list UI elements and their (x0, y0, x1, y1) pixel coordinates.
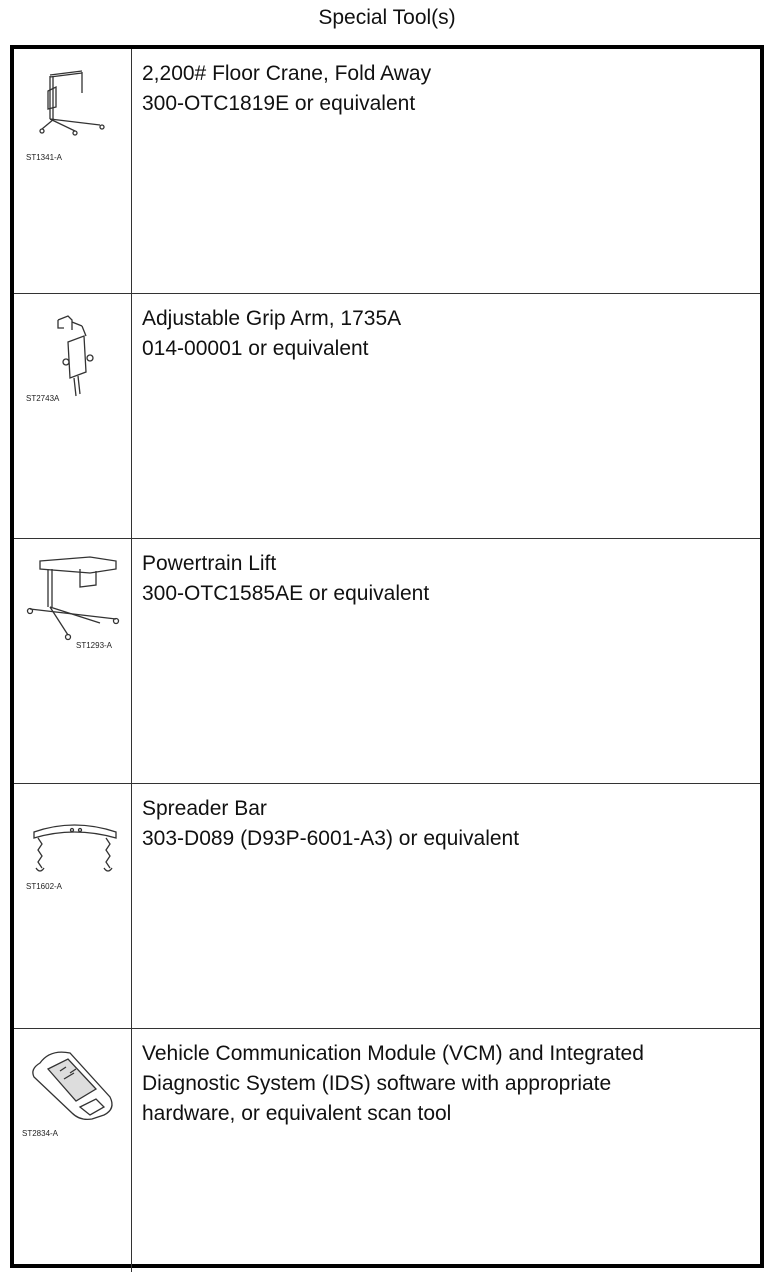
tool-row-powertrain-lift (14, 539, 760, 784)
special-tools-table (10, 45, 764, 1268)
page-title: Special Tool(s) (318, 6, 456, 29)
tool-part-number: 303-D089 (D93P-6001-A3) or equivalent (142, 827, 520, 850)
grip-arm-icon (20, 302, 126, 402)
tool-part-number: 300-OTC1585AE or equivalent (142, 582, 430, 605)
tool-description (133, 539, 760, 783)
vcm-module-icon (20, 1037, 126, 1137)
tool-row-spreader-bar (14, 784, 760, 1029)
tool-name-line-1: Vehicle Communication Module (VCM) and Integrated (142, 1042, 644, 1065)
powertrain-lift-icon (20, 547, 126, 647)
floor-crane-icon (20, 57, 126, 157)
tool-name: Spreader Bar (142, 797, 267, 820)
tool-image-cell (14, 784, 132, 1028)
tool-name: 2,200# Floor Crane, Fold Away (142, 62, 432, 85)
tool-name-line-2: Diagnostic System (IDS) software with appropriate (142, 1072, 612, 1095)
tool-description (133, 1029, 760, 1272)
tool-image-code: ST2743A (26, 394, 60, 403)
tool-image-cell (14, 539, 132, 783)
tool-part-number: 300-OTC1819E or equivalent (142, 92, 416, 115)
tool-description (133, 294, 760, 538)
spreader-bar-icon (20, 792, 126, 892)
tool-image-code: ST1341-A (26, 153, 63, 162)
tool-row-grip-arm (14, 294, 760, 539)
tool-image-code: ST1293-A (76, 641, 113, 650)
tool-image-cell (14, 1029, 132, 1272)
tool-image-code: ST1602-A (26, 882, 63, 891)
tool-row-vcm (14, 1029, 760, 1272)
tool-image-cell (14, 49, 132, 293)
tool-name-line-3: hardware, or equivalent scan tool (142, 1102, 452, 1125)
tool-name: Adjustable Grip Arm, 1735A (142, 307, 402, 330)
tool-part-number: 014-00001 or equivalent (142, 337, 369, 360)
tool-description (133, 49, 760, 293)
tool-row-floor-crane (14, 49, 760, 294)
tool-name: Powertrain Lift (142, 552, 277, 575)
tool-image-cell (14, 294, 132, 538)
tool-description (133, 784, 760, 1028)
tool-image-code: ST2834-A (22, 1129, 59, 1138)
